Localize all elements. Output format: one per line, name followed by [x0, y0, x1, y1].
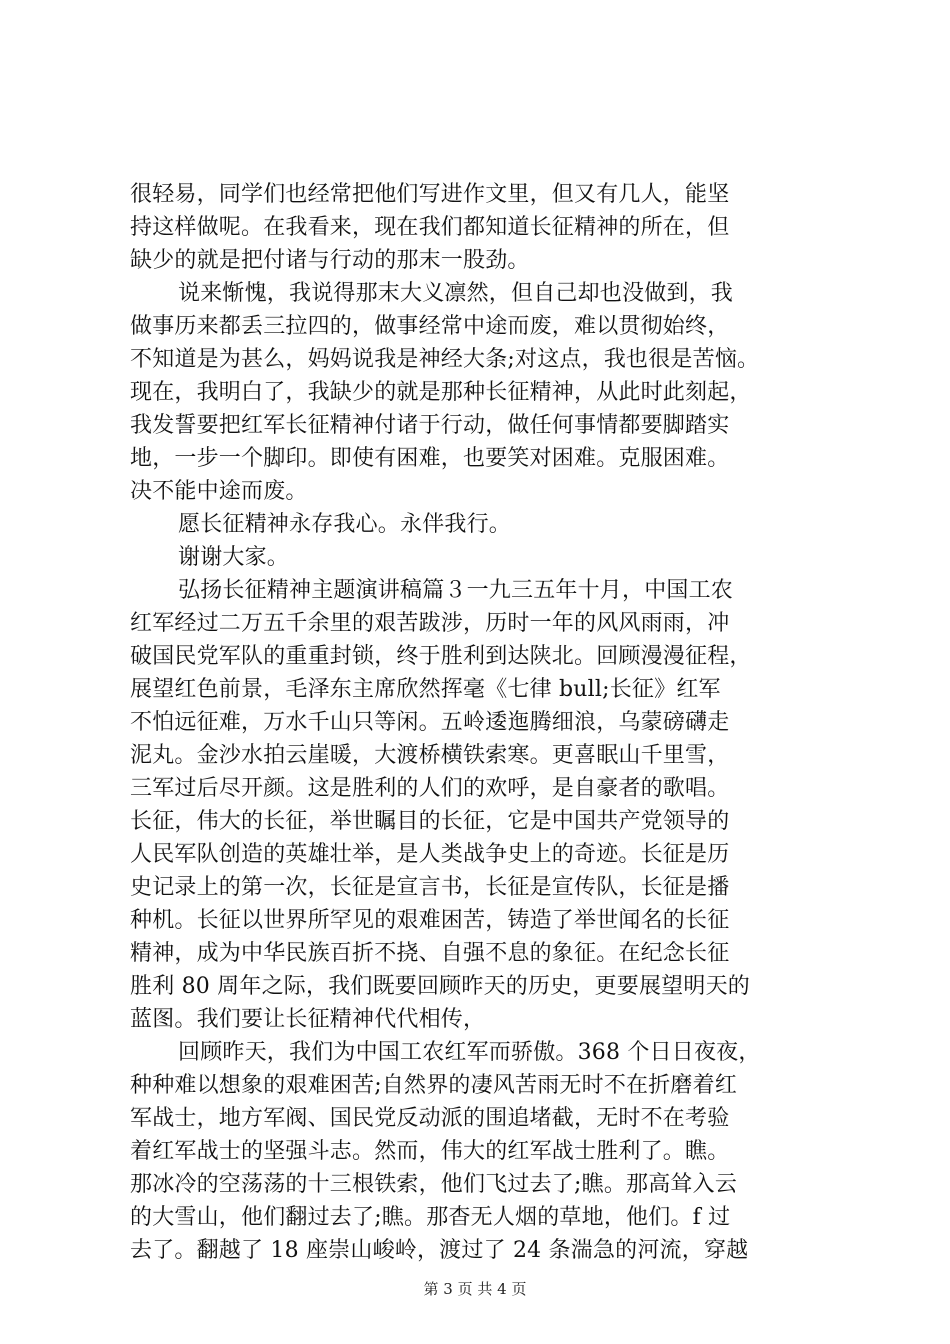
text-line: 三军过后尽开颜。这是胜利的人们的欢呼，是自豪者的歌唱。	[130, 776, 730, 801]
text-line: 很轻易，同学们也经常把他们写进作文里，但又有几人，能坚	[130, 182, 730, 207]
text-line: 说来惭愧，我说得那末大义凛然，但自己却也没做到，我	[178, 281, 734, 306]
document-body	[130, 178, 830, 1267]
text-line: 缺少的就是把付诸与行动的那末一股劲。	[130, 248, 530, 273]
text-line: 持这样做呢。在我看来，现在我们都知道长征精神的所在，但	[130, 215, 730, 240]
text-line: 史记录上的第一次，长征是宣言书，长征是宣传队，长征是播	[130, 875, 730, 900]
text-line: 现在，我明白了，我缺少的就是那种长征精神，从此时此刻起，	[130, 380, 752, 405]
text-line: 红军经过二万五千余里的艰苦跋涉，历时一年的风风雨雨，冲	[130, 611, 730, 636]
text-line: 愿长征精神永存我心。永伴我行。	[178, 512, 512, 537]
text-line: 着红军战士的坚强斗志。然而，伟大的红军战士胜利了。瞧。	[130, 1139, 730, 1164]
text-line: 不怕远征难，万水千山只等闲。五岭逶迤腾细浪，乌蒙磅礴走	[130, 710, 730, 735]
text-line: 展望红色前景，毛泽东主席欣然挥毫《七律 bull;长征》红军	[130, 677, 721, 702]
paragraph	[130, 541, 830, 574]
paragraph	[130, 277, 830, 508]
text-line: 人民军队创造的英雄壮举，是人类战争史上的奇迹。长征是历	[130, 842, 730, 867]
text-line: 精神，成为中华民族百折不挠、自强不息的象征。在纪念长征	[130, 941, 730, 966]
text-line: 做事历来都丢三拉四的，做事经常中途而废，难以贯彻始终，	[130, 314, 730, 339]
text-line: 破国民党军队的重重封锁，终于胜利到达陕北。回顾漫漫征程，	[130, 644, 752, 669]
text-line: 回顾昨天，我们为中国工农红军而骄傲。368 个日日夜夜，	[178, 1040, 761, 1065]
text-line: 胜利 80 周年之际，我们既要回顾昨天的历史，更要展望明天的	[130, 974, 750, 999]
text-line: 泥丸。金沙水拍云崖暖，大渡桥横铁索寒。更喜眠山千里雪，	[130, 743, 730, 768]
text-line: 种机。长征以世界所罕见的艰难困苦，铸造了举世闻名的长征	[130, 908, 730, 933]
text-line: 长征，伟大的长征，举世瞩目的长征，它是中国共产党领导的	[130, 809, 730, 834]
paragraph	[130, 178, 830, 277]
text-line: 种种难以想象的艰难困苦;自然界的凄风苦雨无时不在折磨着红	[130, 1073, 738, 1098]
paragraph	[130, 574, 830, 1036]
text-line: 谢谢大家。	[178, 545, 290, 570]
text-line: 弘扬长征精神主题演讲稿篇３一九三五年十月，中国工农	[178, 578, 734, 603]
text-line: 的大雪山，他们翻过去了;瞧。那杳无人烟的草地，他们。f 过	[130, 1205, 731, 1230]
text-line: 地，一步一个脚印。即使有困难，也要笑对困难。克服困难。	[130, 446, 730, 471]
text-line: 决不能中途而废。	[130, 479, 308, 504]
paragraph	[130, 508, 830, 541]
text-line: 军战士，地方军阀、国民党反动派的围追堵截，无时不在考验	[130, 1106, 730, 1131]
text-line: 去了。翻越了 18 座崇山峻岭，渡过了 24 条湍急的河流，穿越	[130, 1238, 749, 1263]
text-line: 我发誓要把红军长征精神付诸于行动，做任何事情都要脚踏实	[130, 413, 730, 438]
text-line: 那冰冷的空荡荡的十三根铁索，他们飞过去了;瞧。那高耸入云	[130, 1172, 738, 1197]
text-line: 蓝图。我们要让长征精神代代相传，	[130, 1007, 486, 1032]
text-line: 不知道是为甚么，妈妈说我是神经大条;对这点，我也很是苦恼。	[130, 347, 760, 372]
page-number-footer: 第 3 页 共 4 页	[423, 1280, 527, 1298]
paragraph	[130, 1036, 830, 1267]
